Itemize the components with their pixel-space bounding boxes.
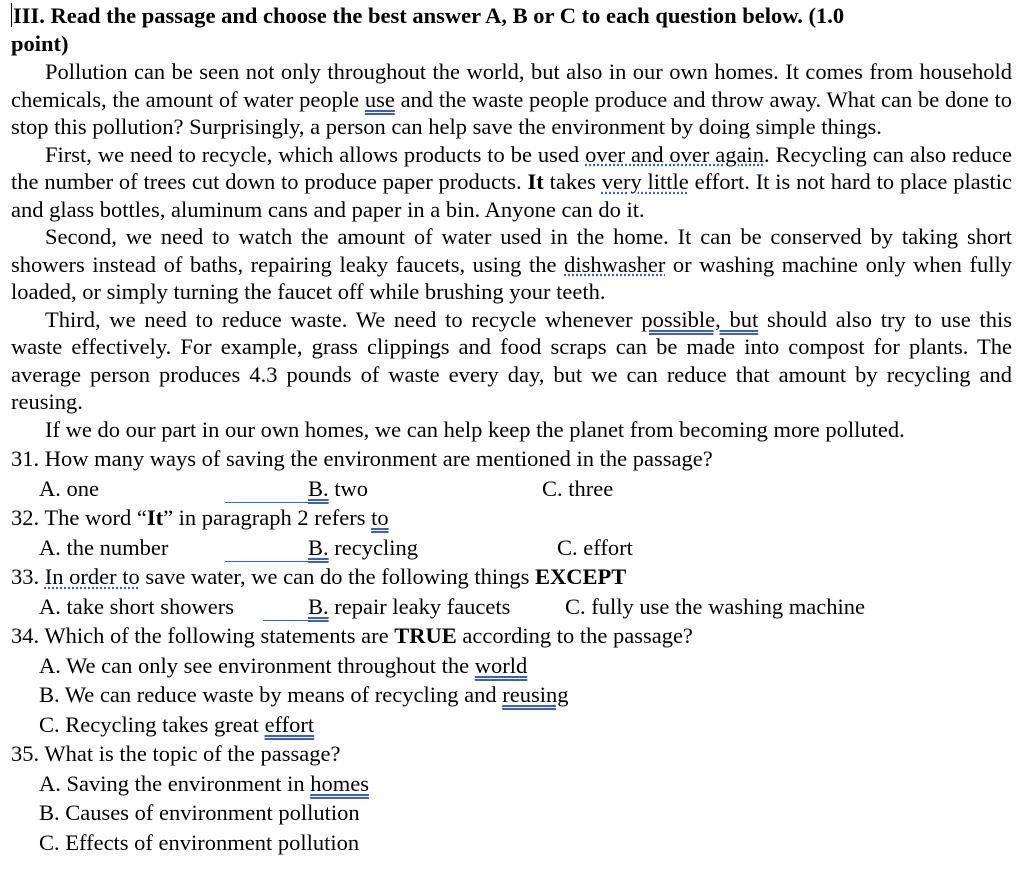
answer-blank: [225, 474, 318, 503]
passage-paragraph-5: If we do our part in our own homes, we can help keep the planet from becoming more polluted.: [45, 416, 905, 442]
option-c: C. fully use the washing machine: [565, 593, 865, 619]
option-a: A. take short showers: [39, 593, 234, 619]
question-35-option-b: B. Causes of environment pollution: [39, 800, 360, 825]
option-b: B. repair leaky faucets: [308, 593, 511, 619]
question-35-option-c: C. Effects of environment pollution: [39, 829, 360, 855]
passage-paragraph-2: First, we need to recycle, which allows products to be used over and over again. Recycling can also reduce the number of trees cut down to produce paper products. It takes very little effort. It is not hard to place plastic and glass bottles, aluminum cans and paper in a bin. Anyone can do it.: [11, 141, 1012, 222]
underlined-word-dishwasher: dishwasher: [564, 251, 666, 277]
text-cursor: [11, 3, 12, 27]
question-34: 34. Which of the following statements are TRUE according to the passage?: [11, 623, 693, 648]
question-32-options: [11, 533, 1012, 563]
answer-blank: [225, 533, 318, 562]
heading-line-1: III. Read the passage and choose the best answer A, B or C to each question below. (1.0: [13, 3, 845, 28]
question-31: 31. How many ways of saving the environment are mentioned in the passage?: [11, 446, 713, 471]
question-34-option-c: C. Recycling takes great effort: [39, 711, 315, 737]
passage-paragraph-4: Third, we need to reduce waste. We need to recycle whenever possible, but should also try to use this waste effectively. For example, grass clippings and food scraps can be made into compost for plants. The average person produces 4.3 pounds of waste every day, but we can reduce that amount by recycling and reusing.: [11, 306, 1012, 414]
option-c: C. three: [542, 475, 614, 501]
question-34-option-b: B. We can reduce waste by means of recycling and reusing: [39, 682, 569, 707]
underlined-word-use: use: [364, 86, 395, 112]
underlined-phrase-very-little: very little: [601, 169, 689, 194]
question-33-options: [11, 592, 1012, 622]
question-33: 33. In order to save water, we can do the following things EXCEPT: [11, 564, 627, 589]
question-list: [11, 444, 1012, 857]
passage-paragraph-1: Pollution can be seen not only throughout the world, but also in our own homes. It comes from household chemicals, the amount of water people use and the waste people produce and throw away. What can be done to stop this pollution? Surprisingly, a person can help save the environment by doing simple things.: [11, 59, 1012, 139]
underlined-phrase-possible-but: possible, but: [641, 306, 759, 332]
option-c: C. effort: [557, 534, 633, 560]
option-b: B. recycling: [308, 534, 418, 560]
question-35: 35. What is the topic of the passage?: [11, 741, 341, 766]
bold-it: It: [527, 169, 544, 194]
question-31-options: [11, 474, 1012, 504]
question-34-option-a: A. We can only see environment throughout the world: [39, 652, 528, 678]
passage-paragraph-3: Second, we need to watch the amount of water used in the home. It can be conserved by taking short showers instead of baths, repairing leaky faucets, using the dishwasher or washing machine only when fully loaded, or simply turning the faucet off while brushing your teeth.: [11, 224, 1012, 304]
option-a: A. one: [39, 475, 99, 501]
underlined-phrase-over-and-over: over and over again: [585, 141, 765, 167]
option-a: A. the number: [39, 534, 169, 560]
option-b: B. two: [308, 475, 369, 501]
question-32: 32. The word “It” in paragraph 2 refers to: [11, 505, 389, 530]
section-heading: [11, 2, 1012, 58]
heading-line-2: point): [11, 31, 69, 56]
question-35-option-a: A. Saving the environment in homes: [39, 770, 369, 796]
